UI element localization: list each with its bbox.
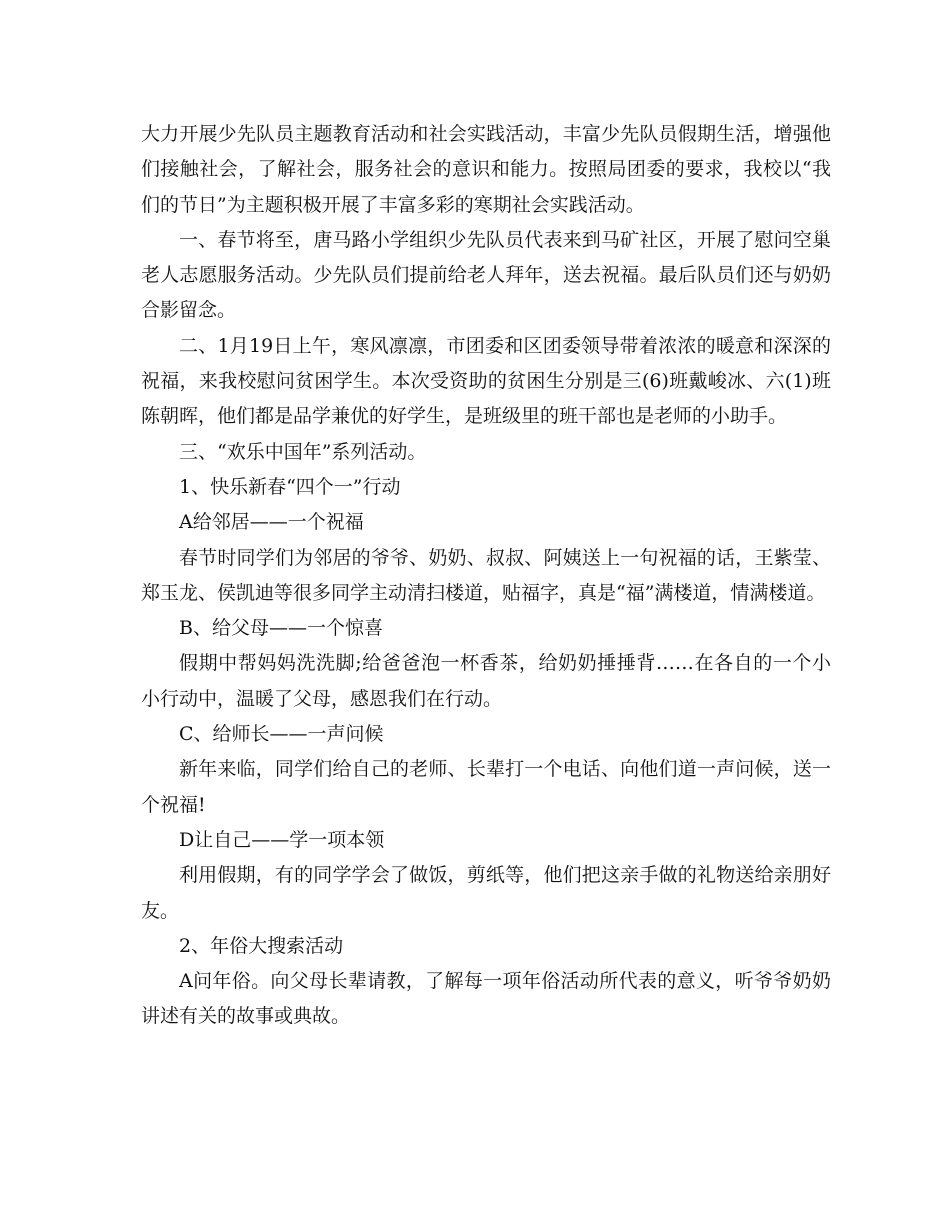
paragraph-item-one: 一、春节将至，唐马路小学组织少先队员代表来到马矿社区，开展了慰问空巢老人志愿服务活动。少先队员们提前给老人拜年，送去祝福。最后队员们还与奶奶合影留念。 [141, 228, 831, 322]
paragraph-subitem-c-body: 新年来临，同学们给自己的老师、长辈打一个电话、向他们道一声问候，送一个祝福! [141, 758, 831, 816]
paragraph-subheading-customs-search: 2、年俗大搜索活动 [179, 934, 344, 957]
paragraph-subitem-d-body: 利用假期，有的同学学会了做饭，剪纸等，他们把这亲手做的礼物送给亲朋好友。 [141, 864, 831, 922]
document-body [141, 117, 831, 1035]
paragraph-subitem-a-heading: A给邻居——一个祝福 [179, 511, 364, 534]
paragraph-subitem-d-heading: D让自己——学一项本领 [179, 828, 385, 851]
paragraph-subitem-c-heading: C、给师长——一声问候 [179, 723, 384, 746]
paragraph-item-three-heading: 三、“欢乐中国年”系列活动。 [179, 440, 427, 463]
paragraph-intro: 大力开展少先队员主题教育活动和社会实践活动，丰富少先队员假期生活，增强他们接触社会，了解社会，服务社会的意识和能力。按照局团委的要求，我校以“我们的节日”为主题积极开展了丰富多彩的寒期社会实践活动。 [141, 123, 831, 216]
paragraph-subitem-b-heading: B、给父母——一个惊喜 [179, 617, 383, 640]
paragraph-subitem-a-body: 春节时同学们为邻居的爷爷、奶奶、叔叔、阿姨送上一句祝福的话，王紫莹、郑玉龙、侯凯迪等很多同学主动清扫楼道，贴福字，真是“福”满楼道，情满楼道。 [141, 546, 831, 604]
paragraph-subitem-b-body: 假期中帮妈妈洗洗脚;给爸爸泡一杯香茶，给奶奶捶捶背……在各自的一个小小行动中，温暖了父母，感恩我们在行动。 [141, 652, 831, 710]
paragraph-subheading-four-ones: 1、快乐新春“四个一”行动 [179, 475, 401, 498]
paragraph-customs-a-body: A问年俗。向父母长辈请教，了解每一项年俗活动所代表的意义，听爷爷奶奶讲述有关的故事或典故。 [141, 970, 831, 1028]
paragraph-item-two: 二、1月19日上午，寒风凛凛，市团委和区团委领导带着浓浓的暖意和深深的祝福，来我校慰问贫困学生。本次受资助的贫困生分别是三(6)班戴峻冰、六(1)班陈朝晖，他们都是品学兼优的好学生，是班级里的班干部也是老师的小助手。 [141, 334, 831, 428]
